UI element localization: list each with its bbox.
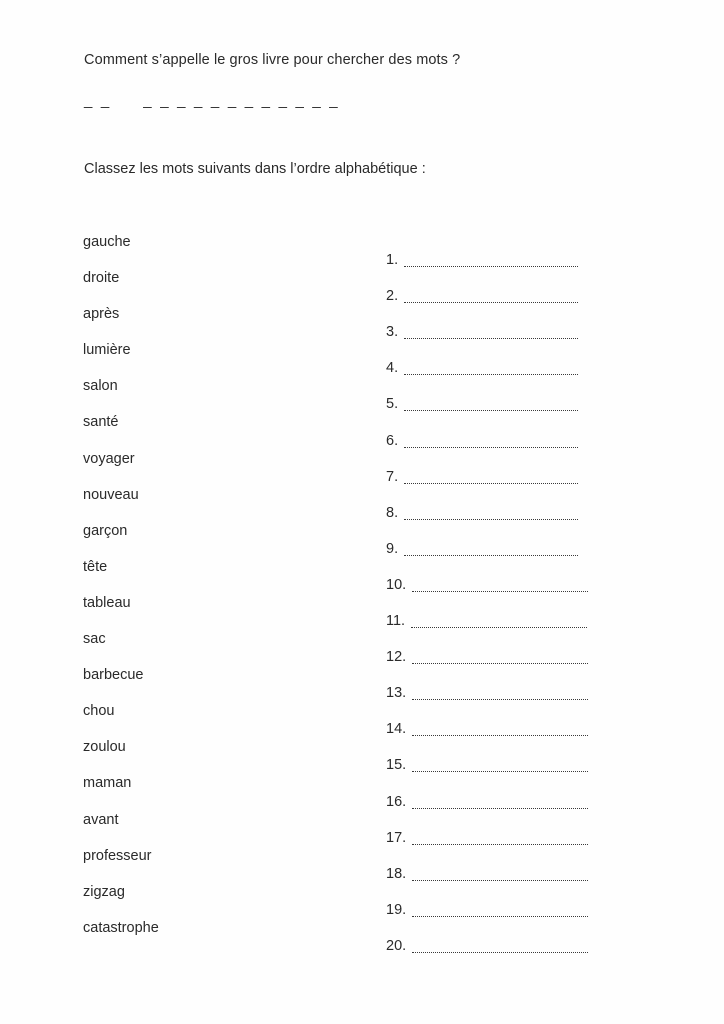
answer-number: 6. <box>386 432 399 449</box>
answer-number: 9. <box>386 540 399 557</box>
answer-line[interactable] <box>386 341 588 377</box>
answer-number: 14. <box>386 721 407 738</box>
answer-dotted-line[interactable] <box>412 685 588 700</box>
answer-dotted-line[interactable] <box>412 794 588 809</box>
answer-dotted-line[interactable] <box>404 252 578 267</box>
answer-number: 8. <box>386 504 399 521</box>
word-list <box>83 233 159 955</box>
answer-dotted-line[interactable] <box>404 396 578 411</box>
answer-line[interactable] <box>386 811 588 847</box>
answer-line[interactable] <box>386 774 588 810</box>
answer-number: 1. <box>386 252 399 269</box>
answer-dotted-line[interactable] <box>412 649 588 664</box>
word-item: après <box>83 306 120 323</box>
word-item: salon <box>83 378 118 395</box>
word-item: garçon <box>83 522 128 539</box>
word-item: nouveau <box>83 486 139 503</box>
answer-number: 16. <box>386 793 407 810</box>
word-item: lumière <box>83 342 131 359</box>
answer-number: 18. <box>386 865 407 882</box>
word-item: droite <box>83 270 120 287</box>
answer-line[interactable] <box>386 883 588 919</box>
answer-number: 3. <box>386 324 399 341</box>
answer-dotted-line[interactable] <box>404 288 578 303</box>
word-item: sac <box>83 631 106 648</box>
answer-dotted-line[interactable] <box>404 433 578 448</box>
answer-line[interactable] <box>386 450 588 486</box>
answer-dotted-line[interactable] <box>412 866 588 881</box>
word-item: barbecue <box>83 667 144 684</box>
answer-number: 17. <box>386 829 407 846</box>
answer-line[interactable] <box>386 594 588 630</box>
answer-line[interactable] <box>386 847 588 883</box>
answer-dotted-line[interactable] <box>404 324 578 339</box>
answer-line[interactable] <box>386 666 588 702</box>
word-item: tête <box>83 558 108 575</box>
answer-number: 20. <box>386 937 407 954</box>
answer-dotted-line[interactable] <box>411 613 587 628</box>
answer-dotted-line[interactable] <box>404 541 578 556</box>
word-item: chou <box>83 703 115 720</box>
answer-dotted-line[interactable] <box>412 721 588 736</box>
answer-number: 2. <box>386 288 399 305</box>
answer-number: 4. <box>386 360 399 377</box>
answer-line[interactable] <box>386 558 588 594</box>
answer-line[interactable] <box>386 630 588 666</box>
word-item: professeur <box>83 847 152 864</box>
answer-blanks[interactable]: _ _ _ _ _ _ _ _ _ _ _ _ _ _ <box>84 92 340 109</box>
answer-line[interactable] <box>386 305 588 341</box>
answer-line[interactable] <box>386 233 588 269</box>
answer-line[interactable] <box>386 486 588 522</box>
answer-number: 19. <box>386 901 407 918</box>
instruction-text: Classez les mots suivants dans l’ordre alphabétique : <box>84 161 426 177</box>
word-item: maman <box>83 775 132 792</box>
answer-dotted-line[interactable] <box>404 505 578 520</box>
answer-list <box>386 233 588 955</box>
answer-dotted-line[interactable] <box>412 757 588 772</box>
answer-dotted-line[interactable] <box>412 830 588 845</box>
answer-number: 13. <box>386 685 407 702</box>
word-item: avant <box>83 811 119 828</box>
answer-number: 15. <box>386 757 407 774</box>
answer-dotted-line[interactable] <box>412 902 588 917</box>
word-item: zoulou <box>83 739 126 756</box>
answer-line[interactable] <box>386 702 588 738</box>
answer-dotted-line[interactable] <box>412 577 588 592</box>
answer-dotted-line[interactable] <box>404 360 578 375</box>
answer-dotted-line[interactable] <box>412 938 588 953</box>
answer-line[interactable] <box>386 269 588 305</box>
answer-number: 7. <box>386 468 399 485</box>
answer-line[interactable] <box>386 919 588 955</box>
word-item: tableau <box>83 594 131 611</box>
word-item: voyager <box>83 450 135 467</box>
word-item: gauche <box>83 234 131 250</box>
answer-number: 11. <box>386 613 406 630</box>
word-item: santé <box>83 414 119 431</box>
answer-line[interactable] <box>386 522 588 558</box>
question-text: Comment s’appelle le gros livre pour chercher des mots ? <box>84 52 461 68</box>
word-item: zigzag <box>83 883 125 900</box>
answer-line[interactable] <box>386 413 588 449</box>
answer-number: 5. <box>386 396 399 413</box>
answer-line[interactable] <box>386 738 588 774</box>
answer-number: 12. <box>386 649 407 666</box>
answer-dotted-line[interactable] <box>404 469 578 484</box>
word-item: catastrophe <box>83 919 159 936</box>
answer-number: 10. <box>386 576 407 593</box>
answer-line[interactable] <box>386 377 588 413</box>
